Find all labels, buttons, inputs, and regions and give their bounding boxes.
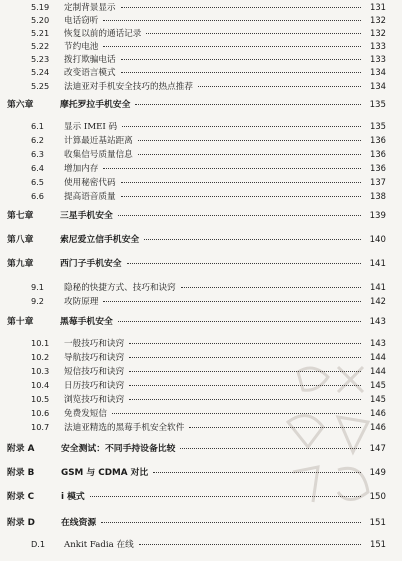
dot-leader bbox=[144, 239, 361, 240]
entry-number: 附录 B bbox=[7, 468, 35, 478]
entry-title: 日历技巧和诀窍 bbox=[64, 381, 125, 391]
entry-title: 计算最近基站距离 bbox=[64, 136, 133, 146]
entry-number: 5.22 bbox=[31, 41, 50, 51]
entry-number: 6.1 bbox=[31, 121, 45, 131]
entry-page-number: 132 bbox=[370, 28, 386, 38]
entry-number: 9.1 bbox=[31, 282, 45, 292]
entry-page-number: 135 bbox=[370, 121, 386, 131]
entry-title: 隐秘的快捷方式、技巧和诀窍 bbox=[64, 283, 176, 293]
entry-number: 5.20 bbox=[31, 15, 50, 25]
entry-page-number: 141 bbox=[369, 259, 386, 269]
entry-number: 5.21 bbox=[31, 28, 50, 38]
entry-title: 攻防原理 bbox=[64, 297, 99, 307]
entry-number: 10.3 bbox=[31, 366, 50, 376]
entry-page-number: 145 bbox=[370, 394, 386, 404]
entry-number: 10.5 bbox=[31, 394, 50, 404]
dot-leader bbox=[121, 72, 361, 73]
toc-section-entry bbox=[0, 148, 402, 160]
entry-page-number: 144 bbox=[370, 352, 386, 362]
entry-number: 6.3 bbox=[31, 149, 45, 159]
entry-number: 10.7 bbox=[31, 422, 50, 432]
dot-leader bbox=[146, 33, 361, 34]
entry-page-number: 139 bbox=[369, 211, 386, 221]
entry-number: 6.6 bbox=[31, 191, 45, 201]
toc-section-entry bbox=[0, 162, 402, 174]
entry-title: 摩托罗拉手机安全 bbox=[60, 100, 131, 110]
entry-title: 浏览技巧和诀窍 bbox=[64, 395, 125, 405]
toc-section-entry bbox=[0, 66, 402, 78]
entry-title: 安全测试：不同手持设备比较 bbox=[61, 444, 176, 454]
entry-page-number: 140 bbox=[369, 235, 386, 245]
entry-number: 5.24 bbox=[31, 67, 50, 77]
entry-number: 9.2 bbox=[31, 296, 45, 306]
entry-number: 6.4 bbox=[31, 163, 45, 173]
entry-page-number: 137 bbox=[370, 177, 386, 187]
toc-chapter-entry bbox=[0, 316, 402, 329]
dot-leader bbox=[138, 140, 361, 141]
entry-page-number: 146 bbox=[370, 408, 386, 418]
entry-number: 5.19 bbox=[31, 2, 50, 12]
dot-leader bbox=[103, 168, 361, 169]
entry-title: 改变语言模式 bbox=[64, 68, 116, 78]
entry-title: 收集信号质量信息 bbox=[64, 150, 133, 160]
entry-number: 附录 A bbox=[7, 444, 35, 454]
dot-leader bbox=[121, 182, 361, 183]
entry-page-number: 146 bbox=[370, 422, 386, 432]
entry-title: GSM 与 CDMA 对比 bbox=[61, 468, 149, 478]
dot-leader bbox=[127, 263, 361, 264]
entry-title: 一般技巧和诀窍 bbox=[64, 339, 125, 349]
toc-chapter-entry bbox=[0, 210, 402, 223]
entry-page-number: 136 bbox=[370, 163, 386, 173]
toc-section-entry bbox=[0, 538, 402, 550]
entry-page-number: 133 bbox=[370, 54, 386, 64]
entry-number: 5.25 bbox=[31, 81, 50, 91]
entry-title: 电话窃听 bbox=[64, 16, 99, 26]
entry-page-number: 150 bbox=[369, 492, 386, 502]
entry-title: 法迪亚对手机安全技巧的热点推荐 bbox=[64, 82, 193, 92]
toc-section-entry bbox=[0, 1, 402, 13]
entry-number: 附录 C bbox=[7, 492, 35, 502]
watermark-seal bbox=[268, 352, 388, 522]
toc-section-entry bbox=[0, 14, 402, 26]
entry-title: 免费发短信 bbox=[64, 409, 107, 419]
dot-leader bbox=[139, 544, 361, 545]
toc-section-entry bbox=[0, 337, 402, 349]
entry-title: 使用秘密代码 bbox=[64, 178, 116, 188]
entry-title: 黑莓手机安全 bbox=[60, 317, 113, 327]
toc-chapter-entry bbox=[0, 99, 402, 112]
toc-chapter-entry bbox=[0, 258, 402, 271]
entry-page-number: 143 bbox=[370, 338, 386, 348]
entry-number: 10.2 bbox=[31, 352, 50, 362]
entry-number: 第九章 bbox=[7, 259, 34, 269]
entry-page-number: 143 bbox=[369, 317, 386, 327]
entry-page-number: 151 bbox=[369, 518, 386, 528]
toc-chapter-entry bbox=[0, 234, 402, 247]
dot-leader bbox=[138, 154, 361, 155]
entry-number: 6.2 bbox=[31, 135, 45, 145]
dot-leader bbox=[135, 104, 361, 105]
toc-section-entry bbox=[0, 190, 402, 202]
toc-section-entry bbox=[0, 27, 402, 39]
entry-number: 第六章 bbox=[7, 100, 34, 110]
entry-page-number: 145 bbox=[370, 380, 386, 390]
entry-number: 第七章 bbox=[7, 211, 34, 221]
entry-page-number: 147 bbox=[369, 444, 386, 454]
entry-page-number: 136 bbox=[370, 135, 386, 145]
entry-page-number: 134 bbox=[370, 81, 386, 91]
entry-title: 索尼爱立信手机安全 bbox=[60, 235, 140, 245]
entry-title: 显示 IMEI 码 bbox=[64, 122, 118, 132]
entry-title: 节约电池 bbox=[64, 42, 99, 52]
entry-title: 在线资源 bbox=[61, 518, 97, 528]
entry-number: 第八章 bbox=[7, 235, 34, 245]
entry-title: 短信技巧和诀窍 bbox=[64, 367, 125, 377]
entry-number: 6.5 bbox=[31, 177, 45, 187]
entry-page-number: 134 bbox=[370, 67, 386, 77]
watermark-seal-icon bbox=[268, 352, 388, 522]
toc-section-entry bbox=[0, 80, 402, 92]
entry-page-number: 149 bbox=[369, 468, 386, 478]
dot-leader bbox=[122, 126, 361, 127]
dot-leader bbox=[103, 46, 361, 47]
entry-title: 导航技巧和诀窍 bbox=[64, 353, 125, 363]
entry-number: 附录 D bbox=[7, 518, 35, 528]
entry-page-number: 142 bbox=[370, 296, 386, 306]
dot-leader bbox=[198, 86, 361, 87]
entry-page-number: 151 bbox=[370, 539, 386, 549]
dot-leader bbox=[101, 522, 361, 523]
entry-number: D.1 bbox=[31, 539, 46, 549]
entry-page-number: 131 bbox=[370, 2, 386, 12]
toc-section-entry bbox=[0, 53, 402, 65]
entry-page-number: 133 bbox=[370, 41, 386, 51]
dot-leader bbox=[118, 321, 361, 322]
toc-section-entry bbox=[0, 40, 402, 52]
toc-section-entry bbox=[0, 281, 402, 293]
entry-title: 拨打欺骗电话 bbox=[64, 55, 116, 65]
toc-section-entry bbox=[0, 120, 402, 132]
dot-leader bbox=[121, 7, 361, 8]
dot-leader bbox=[118, 215, 361, 216]
entry-page-number: 144 bbox=[370, 366, 386, 376]
entry-title: 法迪亚精选的黑莓手机安全软件 bbox=[64, 423, 185, 433]
entry-title: 三星手机安全 bbox=[60, 211, 113, 221]
dot-leader bbox=[103, 20, 361, 21]
entry-number: 5.23 bbox=[31, 54, 50, 64]
dot-leader bbox=[129, 343, 361, 344]
entry-page-number: 132 bbox=[370, 15, 386, 25]
entry-page-number: 141 bbox=[370, 282, 386, 292]
entry-number: 10.6 bbox=[31, 408, 50, 418]
dot-leader bbox=[121, 196, 361, 197]
toc-section-entry bbox=[0, 134, 402, 146]
entry-title: Ankit Fadia 在线 bbox=[64, 540, 134, 550]
entry-title: 西门子手机安全 bbox=[60, 259, 122, 269]
dot-leader bbox=[121, 59, 361, 60]
entry-page-number: 135 bbox=[369, 100, 386, 110]
entry-title: i 模式 bbox=[61, 492, 85, 502]
entry-page-number: 136 bbox=[370, 149, 386, 159]
toc-section-entry bbox=[0, 295, 402, 307]
dot-leader bbox=[181, 287, 361, 288]
entry-title: 恢复以前的通话记录 bbox=[64, 29, 142, 39]
entry-page-number: 138 bbox=[370, 191, 386, 201]
entry-number: 第十章 bbox=[7, 317, 34, 327]
entry-number: 10.4 bbox=[31, 380, 50, 390]
toc-section-entry bbox=[0, 176, 402, 188]
entry-title: 定制背景显示 bbox=[64, 3, 116, 13]
entry-title: 提高语音质量 bbox=[64, 192, 116, 202]
dot-leader bbox=[103, 301, 361, 302]
entry-title: 增加内存 bbox=[64, 164, 99, 174]
entry-number: 10.1 bbox=[31, 338, 50, 348]
